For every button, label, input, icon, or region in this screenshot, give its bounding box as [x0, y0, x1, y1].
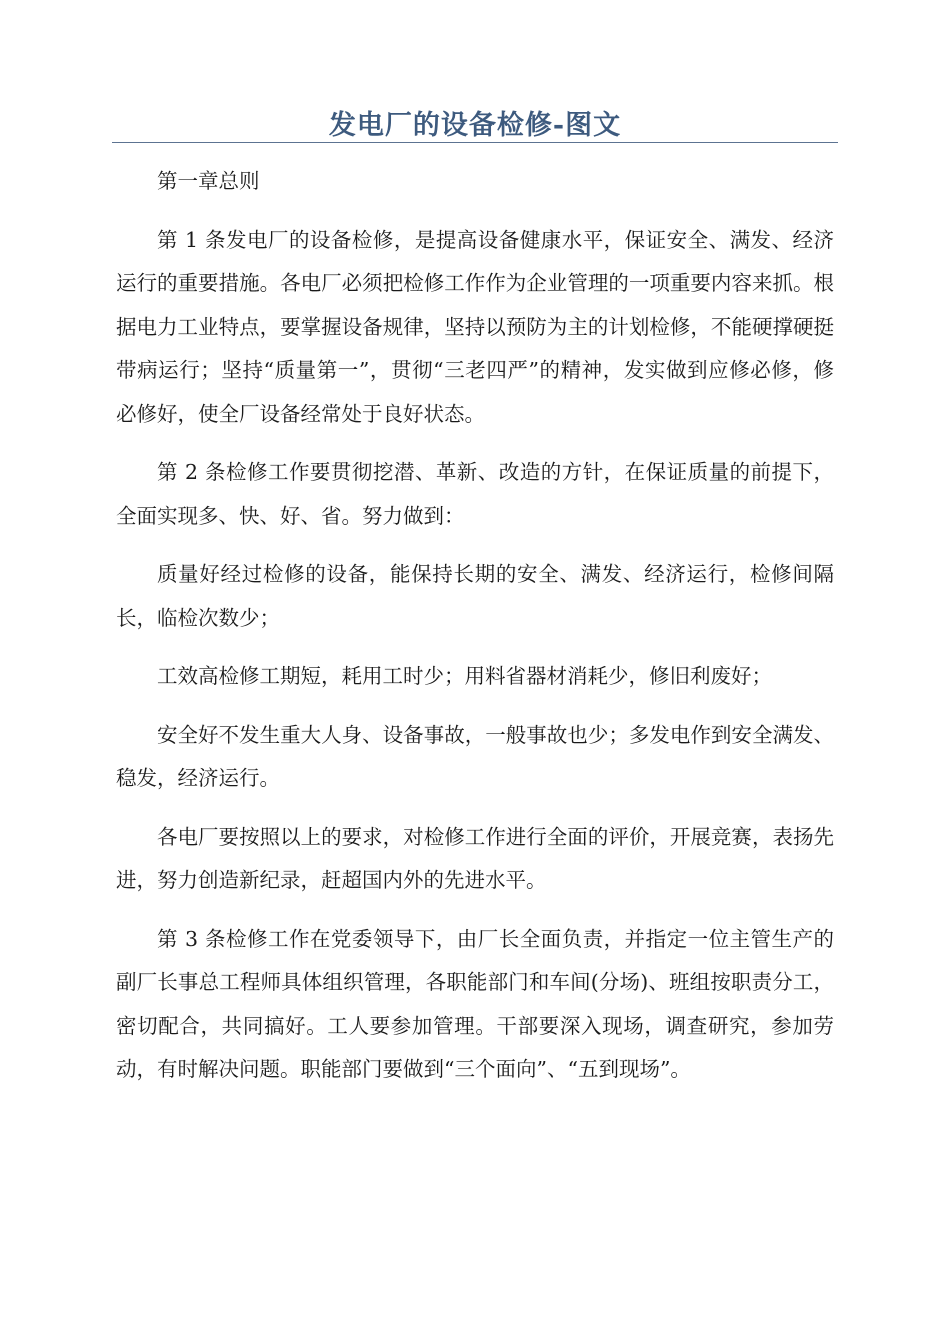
- document-body: [116, 160, 834, 1107]
- paragraph-efficiency: 工效高检修工期短，耗用工时少；用料省器材消耗少，修旧利废好；: [157, 664, 772, 688]
- chapter-heading: 第一章总则: [157, 169, 260, 193]
- paragraph-safety: 安全好不发生重大人身、设备事故，一般事故也少；多发电作到安全满发、稳发，经济运行。: [116, 722, 834, 790]
- paragraph-article-1: 第 1 条发电厂的设备检修，是提高设备健康水平，保证安全、满发、经济运行的重要措施。各电厂必须把检修工作作为企业管理的一项重要内容来抓。根据电力工业特点，要掌握设备规律，坚持以预防为主的计划检修，不能硬撑硬挺带病运行；坚持“质量第一”，贯彻“三老四严”的精神，发实做到应修必修，修必修好，使全厂设备经常处于良好状态。: [116, 227, 834, 426]
- title-divider: [112, 142, 838, 143]
- document-title: 发电厂的设备检修-图文: [328, 110, 622, 142]
- paragraph-article-2: 第 2 条检修工作要贯彻挖潜、革新、改造的方针，在保证质量的前提下，全面实现多、快、好、省。努力做到：: [116, 460, 834, 528]
- paragraph-article-3: 第 3 条检修工作在党委领导下，由厂长全面负责，并指定一位主管生产的副厂长事总工程师具体组织管理，各职能部门和车间(分场)、班组按职责分工，密切配合，共同搞好。工人要参加管理。干部要深入现场，调查研究，参加劳动，有时解决问题。职能部门要做到“三个面向”、“五到现场”。: [116, 926, 834, 1081]
- paragraph-quality: 质量好经过检修的设备，能保持长期的安全、满发、经济运行，检修间隔长，临检次数少；: [116, 562, 834, 630]
- paragraph-evaluation: 各电厂要按照以上的要求，对检修工作进行全面的评价，开展竞赛，表扬先进，努力创造新纪录，赶超国内外的先进水平。: [116, 824, 834, 892]
